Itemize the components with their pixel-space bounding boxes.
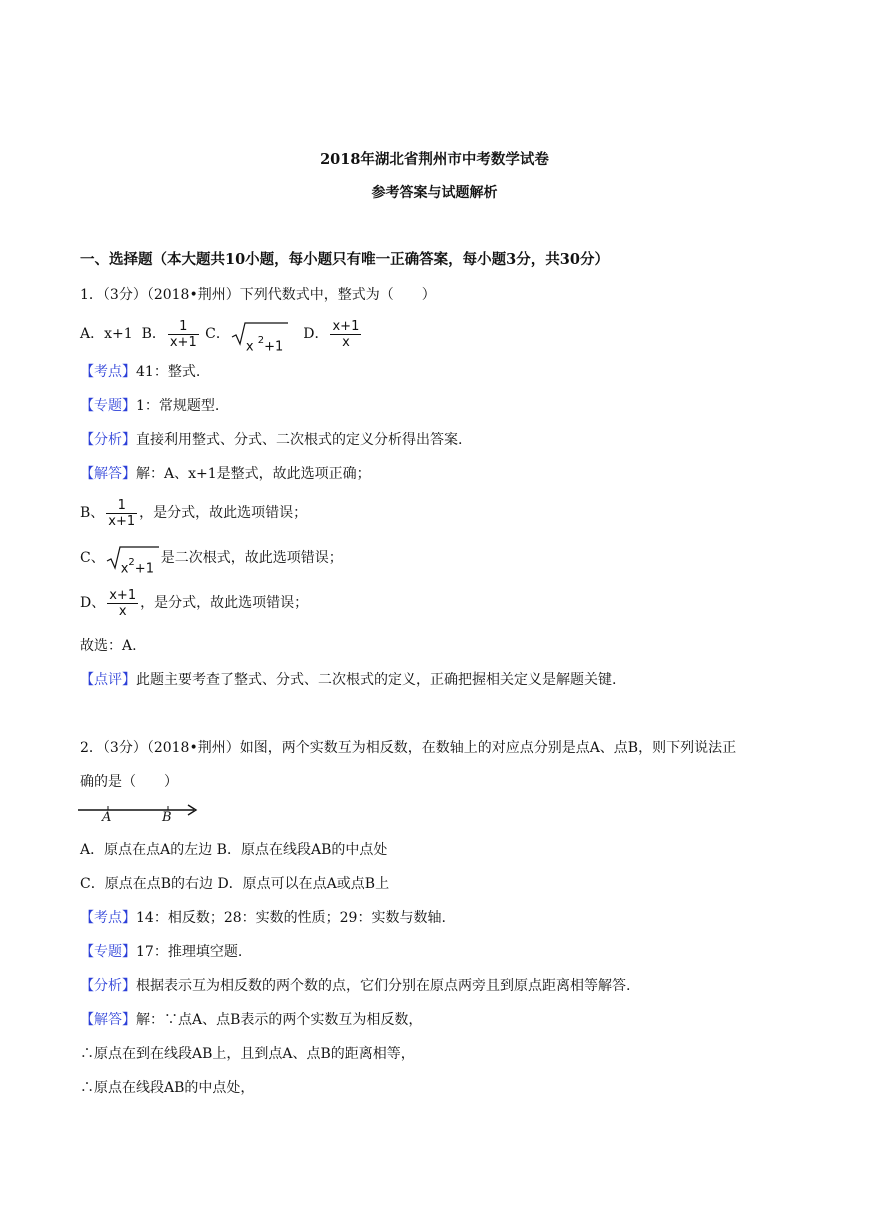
q2-stem-line-1: 2．（3分）（2018•荆州）如图，两个实数互为相反数，在数轴上的对应点分别是点A、点B，则下列说法正 — [80, 740, 737, 756]
q2-step-2: ∴原点在线段AB的中点处， — [80, 1080, 255, 1096]
fraction-x-plus-1-over-x: $\frac{x+1}{x}$ — [332, 318, 360, 350]
q2-kaodian: 【考点】14：相反数；28：实数的性质；29：实数与数轴. — [80, 910, 446, 926]
q1-zhuanti: 【专题】1：常规题型. — [80, 398, 220, 414]
q1-choice: 故选：A. — [80, 638, 137, 654]
q1-stem: 1．（3分）（2018•荆州）下列代数式中，整式为（ ） — [80, 287, 436, 303]
q1-option-a: A．x+1 — [80, 326, 133, 342]
q2-zhuanti: 【专题】17：推理填空题. — [80, 944, 243, 960]
q2-fenxi: 【分析】根据表示互为相反数的两个数的点，它们分别在原点两旁且到原点距离相等解答. — [80, 978, 631, 994]
q1-jieda: 【解答】解：A、x+1是整式，故此选项正确； — [80, 466, 371, 482]
q1-options — [80, 317, 363, 355]
q1-answer-d: D、 $\frac{x+1}{x}$ ，是分式，故此选项错误； — [80, 587, 309, 619]
fraction-1-over-x-plus-1: $\frac{1}{x+1}$ — [169, 318, 197, 350]
point-b-label: B — [162, 810, 172, 825]
doc-subtitle: 参考答案与试题解析 — [371, 185, 498, 201]
q1-answer-c: C、 $x^2+1$ 是二次根式，故此选项错误； — [80, 543, 343, 573]
q2-options-cd: C．原点在点B的右边 D．原点可以在点A或点B上 — [80, 876, 390, 892]
sqrt-x2-plus-1: x $^2$+1 — [230, 321, 290, 347]
q1-option-b-label: B． — [141, 326, 166, 342]
q1-answer-b: B、 $\frac{1}{x+1}$ ，是分式，故此选项错误； — [80, 497, 308, 529]
point-a-label: A — [102, 810, 112, 825]
q1-dianping: 【点评】此题主要考查了整式、分式、二次根式的定义，正确把握相关定义是解题关键. — [80, 672, 617, 688]
q2-jieda: 【解答】解：∵点A、点B表示的两个实数互为相反数， — [80, 1012, 423, 1028]
q1-kaodian: 【考点】41：整式. — [80, 364, 201, 380]
section-heading: 一、选择题（本大题共10小题，每小题只有唯一正确答案，每小题3分，共30分） — [80, 251, 609, 268]
q2-step-1: ∴原点在到在线段AB上，且到点A、点B的距离相等， — [80, 1046, 415, 1062]
q1-option-c-label: C． — [205, 326, 230, 342]
q2-options-ab: A．原点在点A的左边 B．原点在线段AB的中点处 — [80, 842, 388, 858]
doc-title: 2018年湖北省荆州市中考数学试卷 — [320, 151, 549, 168]
q1-option-d-label: D． — [303, 326, 329, 342]
q1-fenxi: 【分析】直接利用整式、分式、二次根式的定义分析得出答案. — [80, 432, 463, 448]
q2-stem-line-2: 确的是（ ） — [80, 774, 178, 790]
